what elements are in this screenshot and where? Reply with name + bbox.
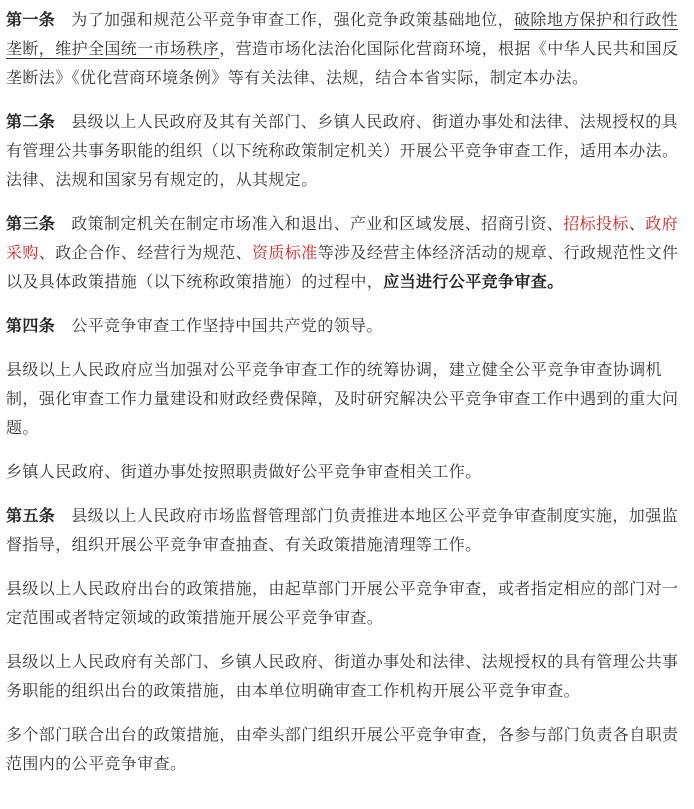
article-2-text: 县级以上人民政府及其有关部门、乡镇人民政府、街道办事处和法律、法规授权的具有管理公共事务职能的组织（以下统称政策制定机关）开展公平竞争审查工作，适用本办法。法律、法规和国家另有规定的，从其规定。 bbox=[6, 112, 679, 189]
article-4-paragraph-3: 乡镇人民政府、街道办事处按照职责做好公平竞争审查相关工作。 bbox=[6, 462, 482, 481]
article-3-highlight-bidding: 招标投标 bbox=[563, 214, 629, 233]
article-5-paragraph-2: 县级以上人民政府出台的政策措施，由起草部门开展公平竞争审查，或者指定相应的部门对一定范围或者特定领域的政策措施开展公平竞争审查。 bbox=[6, 579, 679, 627]
article-1-text-1: 为了加强和规范公平竞争审查工作，强化竞争政策基础地位， bbox=[71, 10, 515, 29]
article-4-paragraph-2: 县级以上人民政府应当加强对公平竞争审查工作的统筹协调，建立健全公平竞争审查协调机制，强化审查工作力量建设和财政经费保障，及时研究解决公平竞争审查工作中遇到的重大问题。 bbox=[6, 360, 679, 437]
article-5-text: 县级以上人民政府市场监督管理部门负责推进本地区公平竞争审查制度实施，加强监督指导，组织开展公平竞争审查抽查、有关政策措施清理等工作。 bbox=[6, 506, 679, 554]
article-1-text-2: ，营造市场化法治化国际化营商环境，根据《中华人民共和国反垄断法》《优化营商环境条例》等有关法律、法规，结合本省实际，制定本办法。 bbox=[6, 39, 679, 87]
article-3-highlight-qualification: 资质标准 bbox=[252, 243, 318, 262]
article-5-paragraph-3: 县级以上人民政府有关部门、乡镇人民政府、街道办事处和法律、法规授权的具有管理公共事务职能的组织出台的政策措施，由本单位明确审查工作机构开展公平竞争审查。 bbox=[6, 652, 679, 700]
article-1-underlined-text: 破除地方保护和行政性垄断，维护全国统一市场秩序 bbox=[6, 10, 679, 58]
article-5-paragraph bbox=[6, 501, 690, 559]
article-5-paragraph-4: 多个部门联合出台的政策措施，由牵头部门组织开展公平竞争审查，各参与部门负责各自职责范围内的公平竞争审查。 bbox=[6, 725, 679, 773]
article-1-label: 第一条 bbox=[6, 10, 56, 29]
article-3-text-4: 等涉及经营主体经济活动的规章、行政规范性文件以及具体政策措施（以下统称政策措施）的过程中， bbox=[6, 243, 679, 291]
article-3-bold-text: 应当进行公平竞争审查。 bbox=[383, 272, 564, 291]
article-5-label: 第五条 bbox=[6, 506, 56, 525]
article-4-paragraph bbox=[6, 311, 690, 340]
article-3-highlight-procurement: 政府采购 bbox=[6, 214, 679, 262]
article-3-label: 第三条 bbox=[6, 214, 56, 233]
article-3-paragraph bbox=[6, 209, 690, 296]
article-1-paragraph bbox=[6, 5, 690, 92]
article-2-paragraph bbox=[6, 107, 690, 194]
article-4-text: 公平竞争审查工作坚持中国共产党的领导。 bbox=[71, 316, 383, 335]
article-3-text-2: 、 bbox=[628, 214, 646, 233]
article-3-text-1: 政策制定机关在制定市场准入和退出、产业和区域发展、招商引资、 bbox=[71, 214, 564, 233]
article-3-text-3: 、政企合作、经营行为规范、 bbox=[38, 243, 253, 262]
document-body bbox=[0, 5, 694, 778]
article-2-label: 第二条 bbox=[6, 112, 56, 131]
article-4-label: 第四条 bbox=[6, 316, 56, 335]
